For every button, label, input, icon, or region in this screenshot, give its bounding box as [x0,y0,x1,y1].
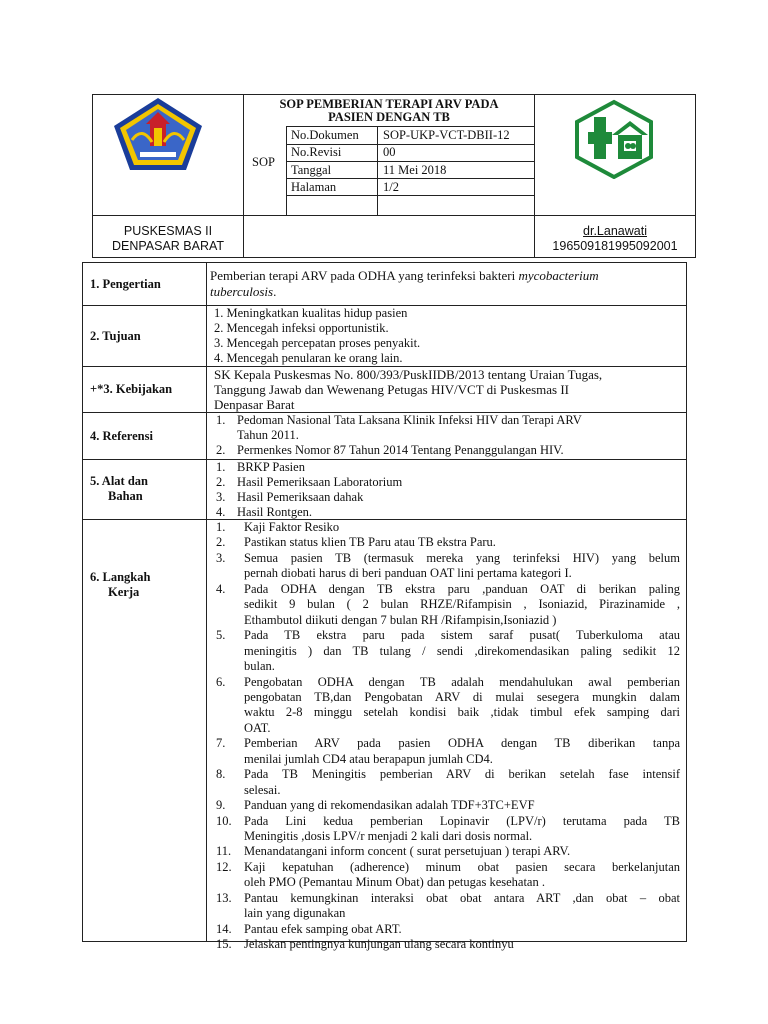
section-label-tujuan: 2. Tujuan [90,329,141,343]
kebijakan-line: SK Kepala Puskesmas No. 800/393/PuskIIDB/2013 tentang Uraian Tugas, [214,367,603,382]
section-label-alat-line1: 5. Alat dan [90,474,149,488]
langkah-step-line: lain yang digunakan [244,906,346,921]
doc-label-norevisi: No.Revisi [291,145,342,159]
org-name-line1: PUSKESMAS II [123,224,213,238]
section-label-alat-line2: Bahan [108,489,143,503]
langkah-step-line: pengobatan TB,dan Pengobatan ARV di mulai sesegera mungkin dalam [244,689,680,704]
langkah-step-line: bulan. [244,659,275,674]
referensi-num: 1. [216,413,226,427]
tujuan-item: 4. Mencegah penularan ke orang lain. [214,351,403,365]
referensi-line: Permenkes Nomor 87 Tahun 2014 Tentang Penanggulangan HIV. [237,443,564,457]
langkah-step-number: 7. [216,736,226,751]
langkah-step-line: OAT. [244,720,271,735]
langkah-step-number: 1. [216,520,226,534]
kebijakan-line: Denpasar Barat [214,397,295,412]
signer-nip: 196509181995092001 [552,239,678,253]
langkah-step-number: 13. [216,890,232,905]
org-name-line2: DENPASAR BARAT [111,239,225,253]
referensi-line: Tahun 2011. [237,428,299,442]
langkah-step-line: Kaji Faktor Resiko [244,520,340,534]
langkah-step-line: Pada Lini kedua pemberian Lopinavir (LPV/r) terutama pada TB [244,813,680,828]
langkah-step-line: Ethambutol diikuti dengan 7 bulan RH /Rifampisin,Isoniazid ) [244,612,557,627]
langkah-step-line: Pemberian ARV pada pasien ODHA dengan TB diberikan tanpa [244,736,680,751]
doc-value-tanggal: 11 Mei 2018 [383,163,447,177]
puskesmas-logo-icon [572,99,656,179]
langkah-step-number: 15. [216,937,232,952]
langkah-step-number: 9. [216,798,226,813]
langkah-step-line: meningitis ) dan TB tulang / sendi ,direkomendasikan paling sedikit 12 [244,643,680,658]
langkah-step-line: pernah diobati harus di beri panduan OAT lini pertama kategori I. [244,566,572,581]
section-label-langkah-line1: 6. Langkah [90,570,151,584]
regional-emblem-icon [112,96,204,172]
langkah-step-number: 8. [216,767,226,782]
tujuan-item: 3. Mencegah percepatan proses penyakit. [214,336,421,350]
langkah-step-line: Pantau kemungkinan interaksi obat obat antara ART ,dan obat – obat [244,890,680,905]
langkah-step-line: Pada ODHA dengan TB ekstra paru ,panduan OAT di berikan paling [244,581,680,596]
alat-num: 3. [216,490,226,504]
alat-num: 2. [216,475,226,489]
langkah-step-line: Semua pasien TB (termasuk mereka yang terinfeksi HIV) yang belum [244,550,680,565]
langkah-step-number: 12. [216,859,232,874]
pengertian-text-line2 [210,284,276,299]
langkah-step-line: Pada TB Meningitis pemberian ARV di berikan setelah fase intensif [244,767,680,782]
pengertian-text-c: tuberculosis [210,284,274,299]
langkah-step-line: waktu 2-8 minggu setelah kondisi baik ,tidak timbul efek samping dari [244,705,680,720]
sop-title-line2: PASIEN DENGAN TB [328,110,450,124]
pengertian-text-b: mycobacterium [518,268,599,283]
sop-title-line1: SOP PEMBERIAN TERAPI ARV PADA [279,97,499,111]
alat-item: Hasil Rontgen. [237,505,312,519]
langkah-step-number: 3. [216,550,226,565]
langkah-step-number: 10. [216,813,232,828]
doc-value-halaman: 1/2 [383,180,399,194]
langkah-step-number: 4. [216,581,226,596]
langkah-step-number: 2. [216,535,226,550]
langkah-step-line: Pastikan status klien TB Paru atau TB ekstra Paru. [244,535,496,550]
pengertian-text-d: . [273,284,277,299]
doc-value-norevisi: 00 [383,145,396,159]
langkah-step-line: Meningitis ,dosis LPV/r menjadi 2 kali dari dosis normal. [244,829,533,843]
pengertian-text-line1 [210,268,599,283]
doc-value-nodokumen: SOP-UKP-VCT-DBII-12 [383,128,510,142]
kebijakan-line: Tanggung Jawab dan Wewenang Petugas HIV/VCT di Puskesmas II [214,382,570,397]
alat-item: Hasil Pemeriksaan dahak [237,490,364,504]
langkah-step-line: selesai. [244,782,281,797]
alat-num: 1. [216,460,226,474]
langkah-step-line: oleh PMO (Pemantau Minum Obat) dan petugas kesehatan . [244,875,545,890]
section-label-referensi: 4. Referensi [90,429,153,443]
alat-num: 4. [216,505,226,519]
sop-label: SOP [252,155,275,169]
doc-label-tanggal: Tanggal [291,163,332,177]
langkah-step-line: menilai jumlah CD4 atau berapapun jumlah CD4. [244,751,493,766]
tujuan-item: 2. Mencegah infeksi opportunistik. [214,321,389,335]
langkah-step-line: Kaji kepatuhan (adherence) minum obat pasien secara berkelanjutan [244,859,680,874]
langkah-step-line: Pengobatan ODHA dengan TB adalah mendahulukan awal pemberian [244,674,680,689]
referensi-num: 2. [216,443,226,457]
langkah-step-line: Pantau efek samping obat ART. [244,921,402,936]
doc-label-halaman: Halaman [291,180,337,194]
langkah-step-number: 14. [216,921,232,936]
langkah-step-number: 5. [216,628,226,643]
referensi-line: Pedoman Nasional Tata Laksana Klinik Infeksi HIV dan Terapi ARV [237,413,582,427]
langkah-step-line: sedikit 9 bulan ( 2 bulan RHZE/Rifampisin , Isoniazid, Pirazinamide , [244,597,680,612]
pengertian-text-a: Pemberian terapi ARV pada ODHA yang terinfeksi bakteri [210,268,519,283]
langkah-step-line: Jelaskan pentingnya kunjungan ulang secara kontinyu [244,937,514,952]
alat-item: BRKP Pasien [237,460,305,474]
langkah-step-number: 11. [216,844,232,859]
alat-item: Hasil Pemeriksaan Laboratorium [237,475,403,489]
signer-name: dr.Lanawati [583,224,647,238]
doc-label-nodokumen: No.Dokumen [291,128,359,142]
langkah-step-line: Menandatangani inform concent ( surat persetujuan ) terapi ARV. [244,844,571,859]
section-label-pengertian: 1. Pengertian [90,277,161,291]
langkah-step-line: Panduan yang di rekomendasikan adalah TDF+3TC+EVF [244,798,535,813]
langkah-step-number: 6. [216,674,226,689]
section-label-kebijakan: +*3. Kebijakan [90,382,173,396]
langkah-step-line: Pada TB ekstra paru pada sistem saraf pusat( Tuberkuloma atau [244,628,680,643]
section-label-langkah-line2: Kerja [108,585,140,599]
tujuan-item: 1. Meningkatkan kualitas hidup pasien [214,306,408,320]
